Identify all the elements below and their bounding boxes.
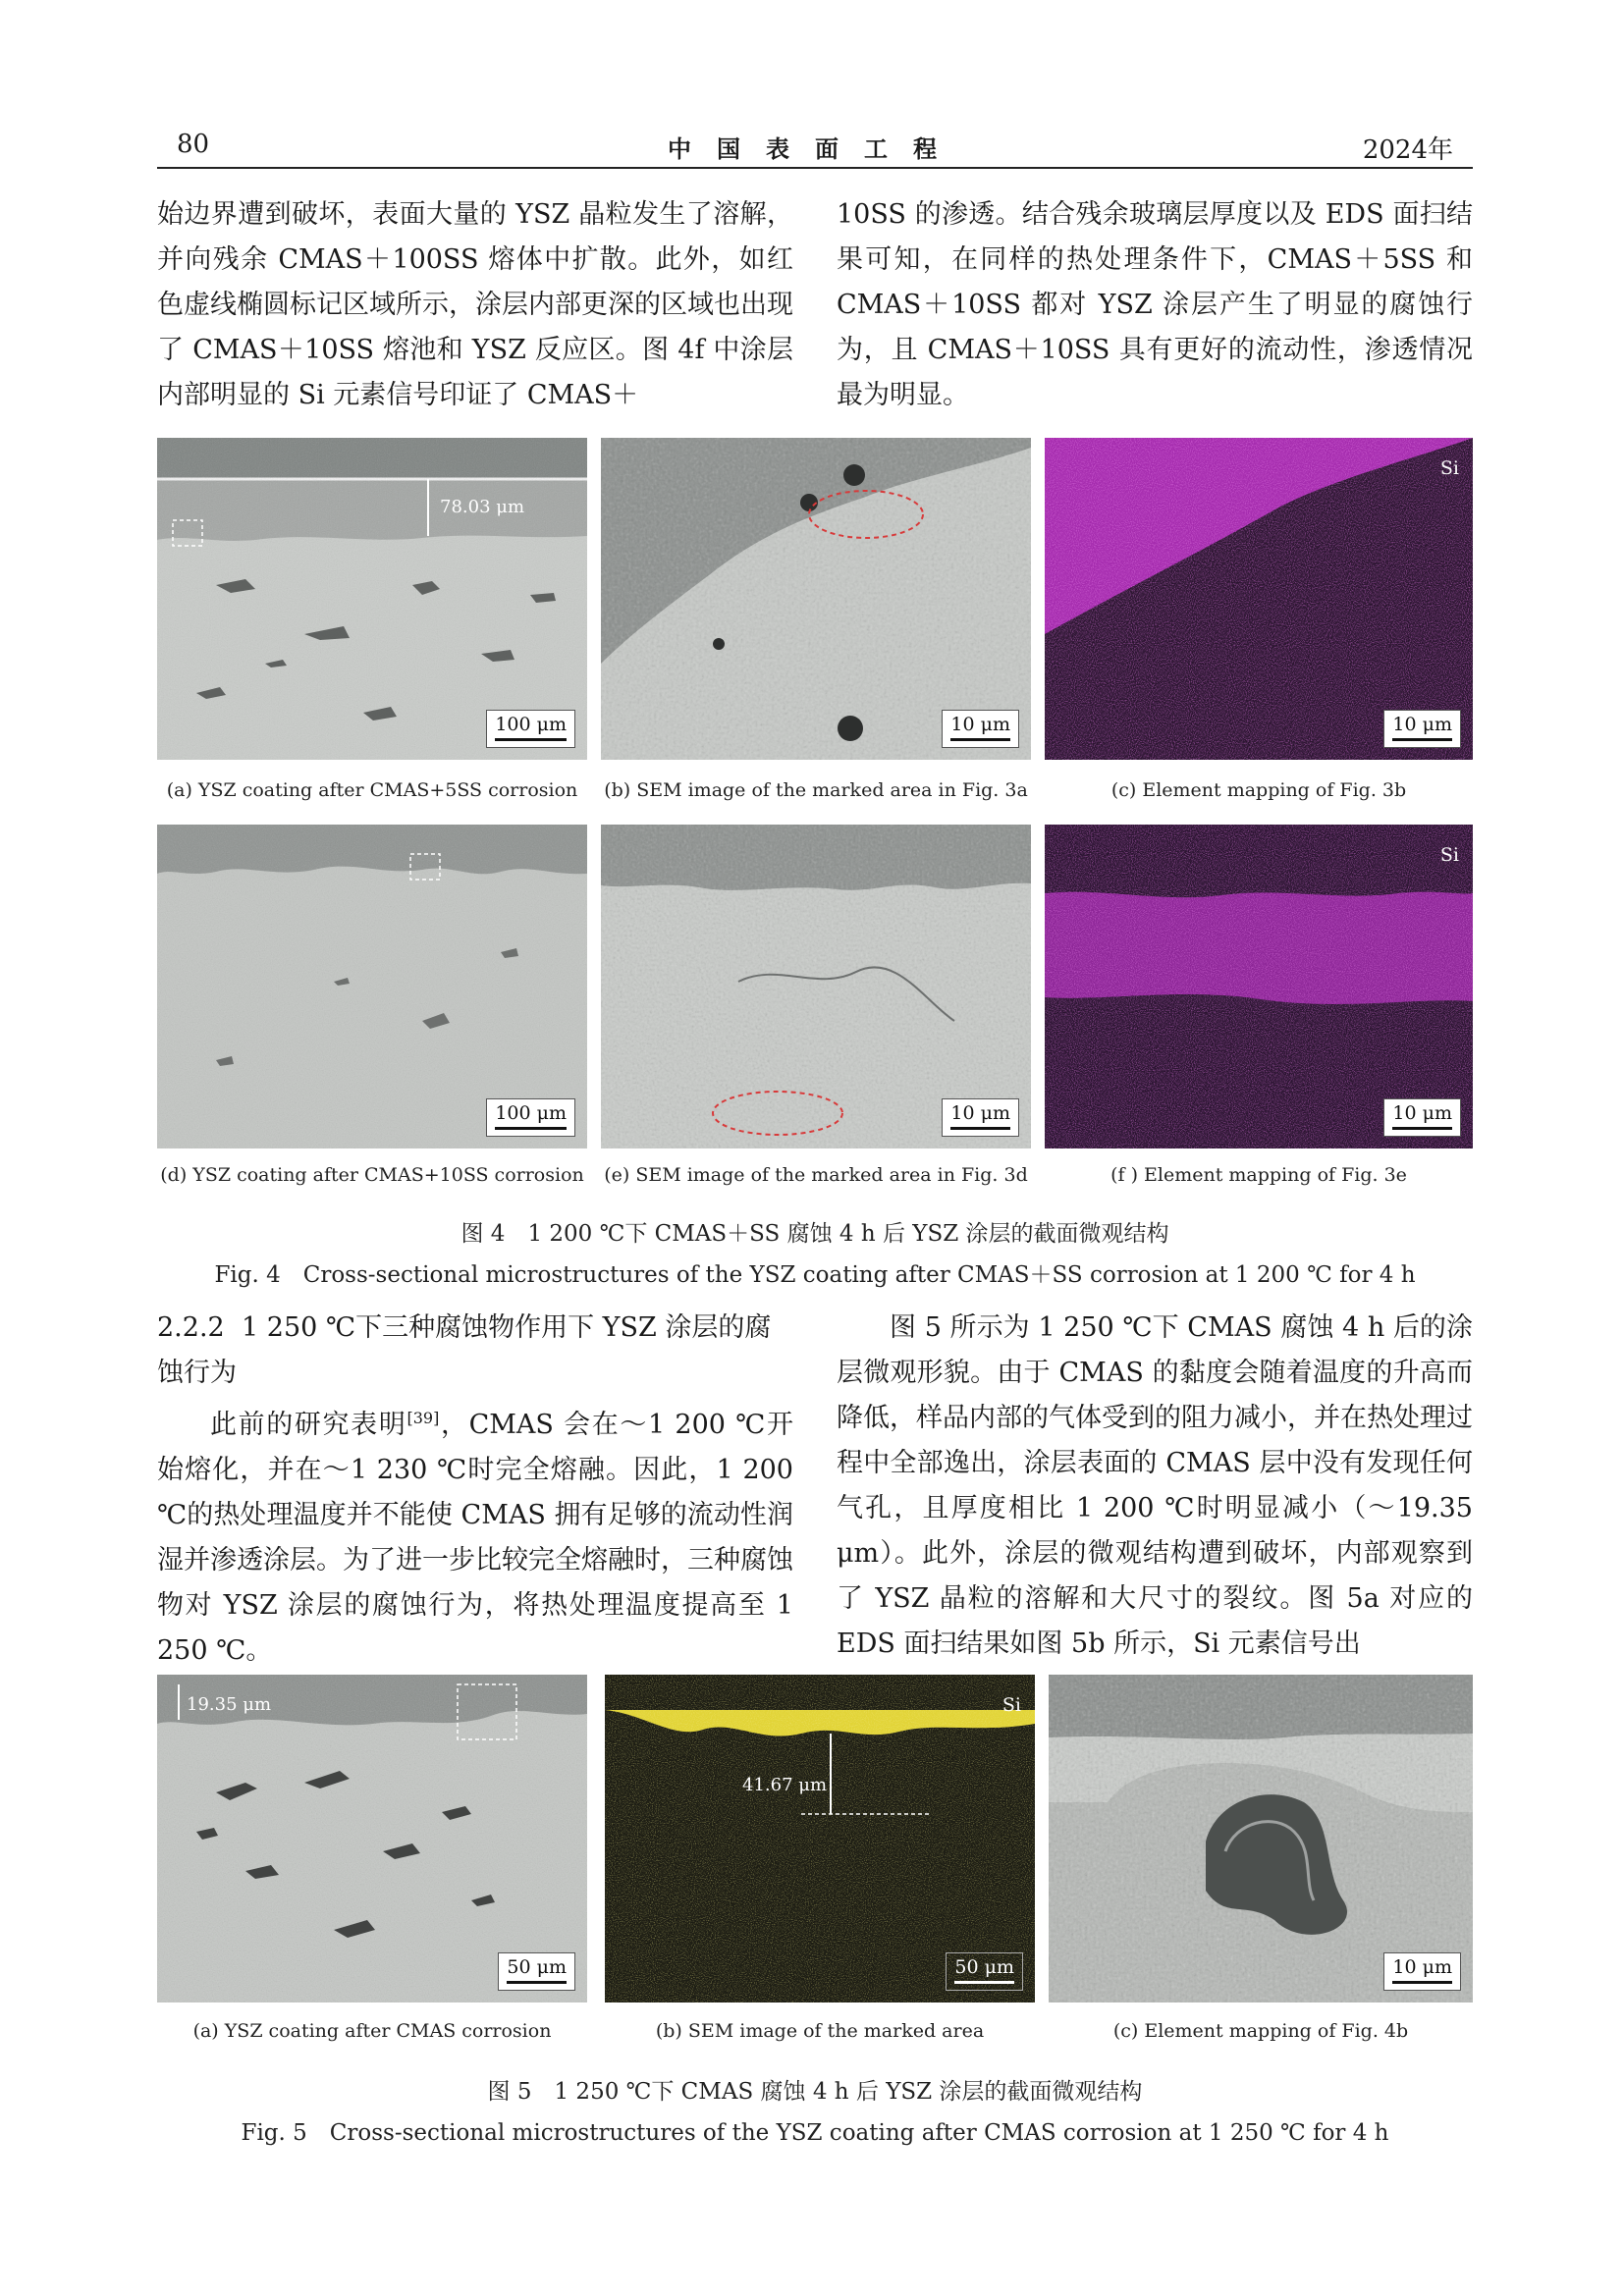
fig4-caption-b: (b) SEM image of the marked area in Fig. 3a	[604, 779, 1028, 801]
year: 2024年	[1362, 135, 1453, 165]
top-right-column	[837, 192, 1473, 418]
scale-bar: 10 μm	[1383, 710, 1461, 748]
fig5-caption-cn: 图 5 1 250 ℃下 CMAS 腐蚀 4 h 后 YSZ 涂层的截面微观结构	[487, 2079, 1143, 2105]
fig5-caption-en: Fig. 5 Cross-sectional microstructures of the YSZ coating after CMAS corrosion at 1 250 ℃ for 4 h	[241, 2120, 1389, 2146]
fig5-caption-c: (c) Element mapping of Fig. 4b	[1112, 2020, 1409, 2042]
fig4-caption-cn: 图 4 1 200 ℃下 CMAS＋SS 腐蚀 4 h 后 YSZ 涂层的截面微观结构	[460, 1221, 1169, 1247]
section-title-line2: 蚀行为	[157, 1358, 237, 1388]
fig5-caption-b: (b) SEM image of the marked area	[655, 2020, 985, 2042]
scale-bar: 10 μm	[942, 1098, 1019, 1137]
fig5-panel-c-image	[1049, 1675, 1473, 2002]
scale-bar: 100 μm	[486, 1098, 575, 1137]
element-label: Si	[1439, 844, 1459, 866]
page-number: 80	[177, 130, 210, 159]
fig4-panel-a-image	[157, 438, 587, 760]
thickness-label: 19.35 μm	[187, 1694, 272, 1715]
header-rule	[157, 167, 1473, 169]
depth-label: 41.67 μm	[742, 1775, 828, 1795]
mid-left-paragraph: 此前的研究表明[39]，CMAS 会在～1 200 ℃开始熔化，并在～1 230 ℃时完全熔融。因此，1 200 ℃的热处理温度并不能使 CMAS 拥有足够的流动性润湿并渗透涂层。为了进一步比较完全熔融时，三种腐蚀物对 YSZ 涂层的腐蚀行为，将热处理温度提高至 1 250 ℃。	[157, 1409, 794, 1666]
fig4-panel-d-image	[157, 825, 587, 1148]
fig4-caption-c: (c) Element mapping of Fig. 3b	[1110, 779, 1407, 801]
element-label: Si	[1001, 1694, 1021, 1716]
top-left-paragraph: 始边界遭到破坏，表面大量的 YSZ 晶粒发生了溶解，并向残余 CMAS＋100SS 熔体中扩散。此外，如红色虚线椭圆标记区域所示，涂层内部更深的区域也出现了 CMAS＋10SS 熔池和 YSZ 反应区。图 4f 中涂层内部明显的 Si 元素信号印证了 CMAS＋	[157, 199, 793, 410]
mid-right-paragraph: 图 5 所示为 1 250 ℃下 CMAS 腐蚀 4 h 后的涂层微观形貌。由于 CMAS 的黏度会随着温度的升高而降低，样品内部的气体受到的阻力减小，并在热处理过程中全部逸出，涂层表面的 CMAS 层中没有发现任何气孔，且厚度相比 1 200 ℃时明显减小（～19.35 μm）。此外，涂层的微观结构遭到破坏，内部观察到了 YSZ 晶粒的溶解和大尺寸的裂纹。图 5a 对应的 EDS 面扫结果如图 5b 所示，Si 元素信号出	[837, 1312, 1473, 1659]
fig4-panel-e-image	[601, 825, 1031, 1148]
scale-bar: 10 μm	[942, 710, 1019, 748]
mid-right-column	[837, 1306, 1473, 1667]
running-header	[157, 126, 1473, 165]
fig4-caption-a: (a) YSZ coating after CMAS+5SS corrosion	[166, 779, 578, 801]
top-left-column	[157, 192, 793, 418]
scale-bar: 50 μm	[946, 1952, 1023, 1991]
top-right-paragraph: 10SS 的渗透。结合残余玻璃层厚度以及 EDS 面扫结果可知，在同样的热处理条件下，CMAS＋5SS 和 CMAS＋10SS 都对 YSZ 涂层产生了明显的腐蚀行为，且 CMAS＋10SS 具有更好的流动性，渗透情况最为明显。	[837, 199, 1473, 410]
fig5-panel-a-image	[157, 1675, 587, 2002]
fig4-panel-f-image	[1045, 825, 1473, 1148]
fig4-caption-e: (e) SEM image of the marked area in Fig. 3d	[604, 1164, 1028, 1186]
fig4-caption-en: Fig. 4 Cross-sectional microstructures of the YSZ coating after CMAS＋SS corrosion at 1 200 ℃ for 4 h	[214, 1262, 1416, 1288]
fig5-panel-b-image	[605, 1675, 1035, 2002]
fig4-caption-d: (d) YSZ coating after CMAS+10SS corrosion	[160, 1164, 584, 1186]
fig4-caption-f: (f ) Element mapping of Fig. 3e	[1110, 1164, 1407, 1186]
section-title-line1: 1 250 ℃下三种腐蚀物作用下 YSZ 涂层的腐	[242, 1312, 772, 1343]
element-label: Si	[1439, 457, 1459, 479]
scale-bar: 10 μm	[1383, 1952, 1461, 1991]
fig4-panel-b-image	[601, 438, 1031, 760]
thickness-label: 78.03 μm	[440, 497, 525, 517]
scale-bar: 100 μm	[486, 710, 575, 748]
section-heading	[157, 1306, 793, 1351]
mid-left-column	[157, 1306, 793, 1674]
fig5-caption-a: (a) YSZ coating after CMAS corrosion	[192, 2020, 552, 2042]
journal-title: 中国表面工程	[668, 134, 962, 163]
fig4-panel-c-image	[1045, 438, 1473, 760]
scale-bar: 50 μm	[498, 1952, 575, 1991]
section-number: 2.2.2	[157, 1312, 225, 1343]
scale-bar: 10 μm	[1383, 1098, 1461, 1137]
citation: [39]	[406, 1409, 440, 1427]
